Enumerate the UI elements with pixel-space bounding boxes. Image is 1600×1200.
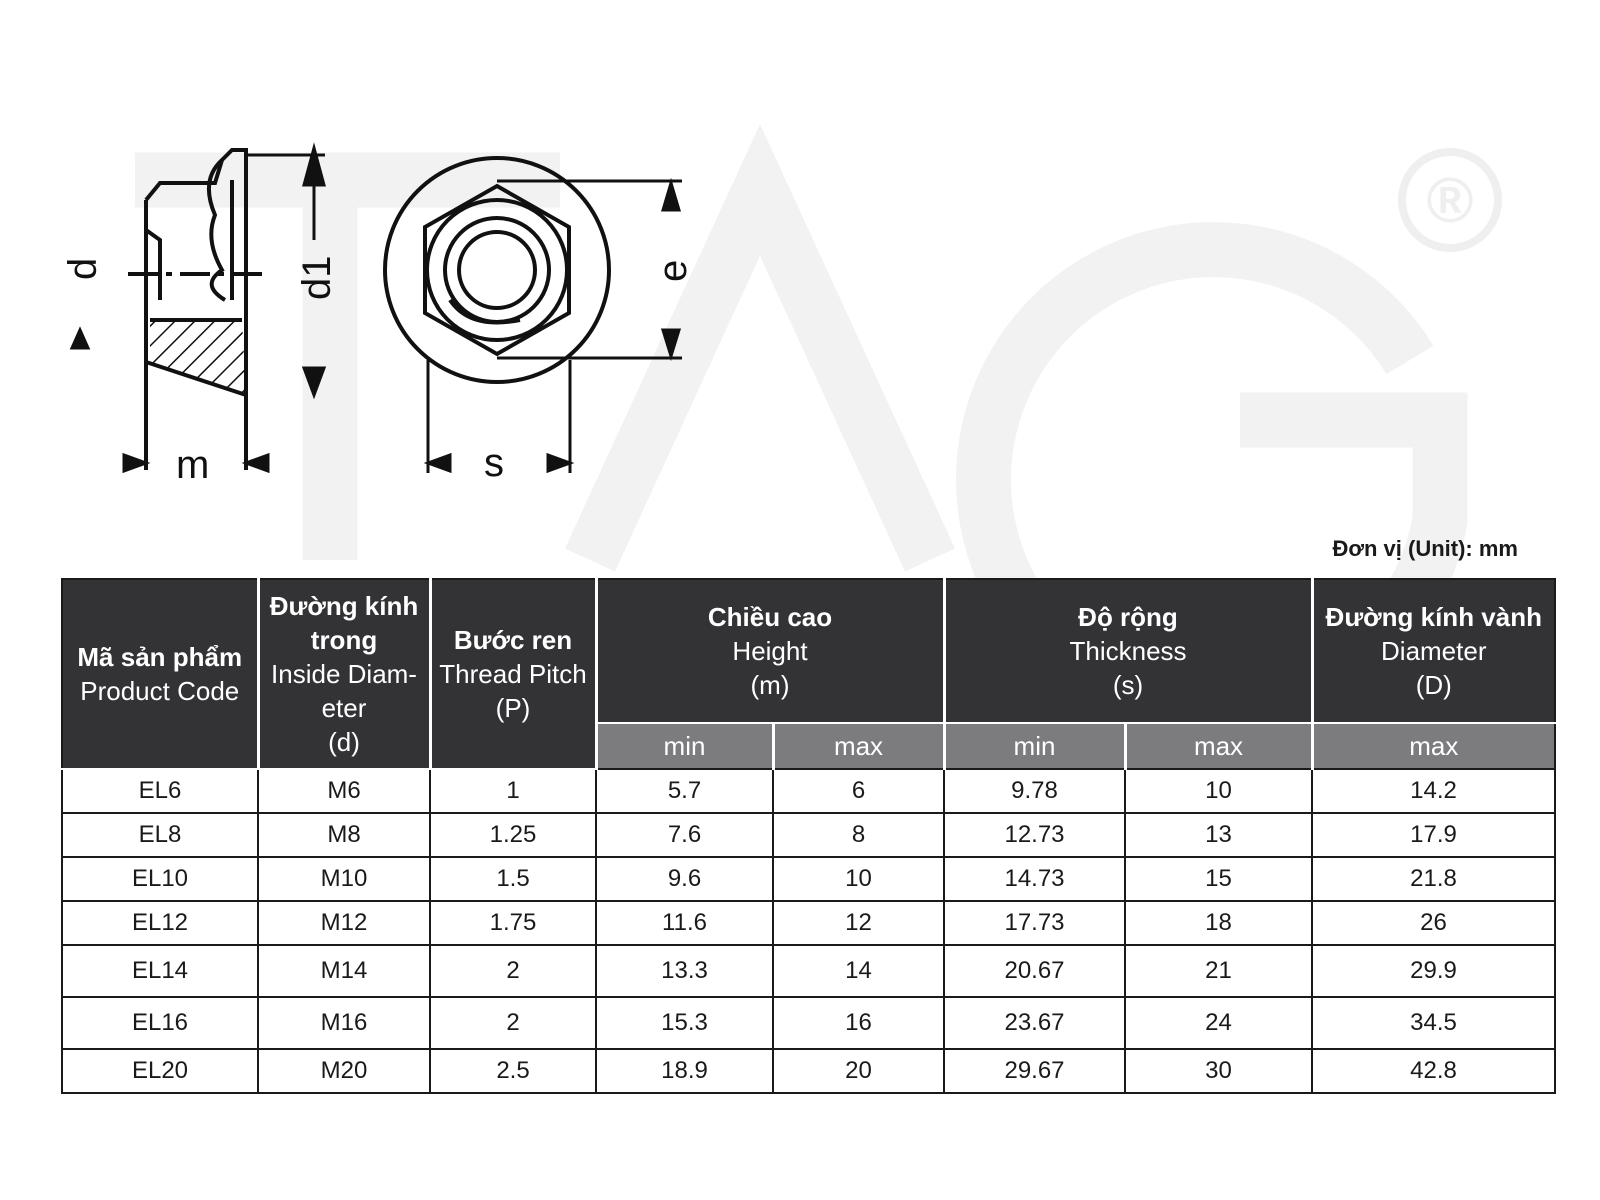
cell-height-min: 13.3	[596, 945, 773, 997]
header-product-code-en: Product Code	[80, 676, 240, 706]
subheader-height-min: min	[596, 723, 773, 769]
subheader-thickness-min: min	[944, 723, 1125, 769]
watermark-registered-mark: ®	[1426, 164, 1474, 236]
cell-thickness-max: 21	[1125, 945, 1312, 997]
header-thread-pitch-vi: Bước ren	[453, 625, 573, 655]
cell-height-max: 14	[773, 945, 944, 997]
header-thickness-en: Thickness	[1069, 636, 1187, 666]
cell-diameter-max: 34.5	[1312, 997, 1555, 1049]
cell-thickness-max: 30	[1125, 1049, 1312, 1093]
cell-inside-diameter: M10	[258, 857, 430, 901]
header-product-code-vi: Mã sản phẩm	[77, 642, 243, 672]
cell-thickness-max: 10	[1125, 769, 1312, 813]
cell-thread-pitch: 1	[430, 769, 596, 813]
cell-height-min: 7.6	[596, 813, 773, 857]
cell-thickness-min: 20.67	[944, 945, 1125, 997]
header-diameter-vi: Đường kính vành	[1325, 602, 1542, 632]
cell-thickness-max: 18	[1125, 901, 1312, 945]
top-view	[385, 158, 609, 382]
cell-diameter-max: 29.9	[1312, 945, 1555, 997]
cell-thickness-max: 24	[1125, 997, 1312, 1049]
cell-product-code: EL16	[62, 997, 258, 1049]
side-view	[128, 150, 262, 470]
cell-thread-pitch: 2	[430, 997, 596, 1049]
cell-inside-diameter: M14	[258, 945, 430, 997]
header-diameter	[1312, 579, 1555, 723]
cell-height-min: 15.3	[596, 997, 773, 1049]
subheader-thickness-max: max	[1125, 723, 1312, 769]
cell-thickness-max: 13	[1125, 813, 1312, 857]
cell-height-max: 20	[773, 1049, 944, 1093]
cell-inside-diameter: M20	[258, 1049, 430, 1093]
cell-inside-diameter: M8	[258, 813, 430, 857]
cell-height-min: 5.7	[596, 769, 773, 813]
cell-thickness-min: 14.73	[944, 857, 1125, 901]
cell-product-code: EL10	[62, 857, 258, 901]
side-view-hatched-section	[150, 320, 246, 395]
label-d: d	[61, 257, 105, 280]
cell-inside-diameter: M16	[258, 997, 430, 1049]
label-d1: d1	[295, 255, 339, 300]
table-row	[62, 813, 1555, 857]
cell-diameter-max: 17.9	[1312, 813, 1555, 857]
header-inside-diameter-vi: Đường kính trong	[269, 591, 419, 655]
header-thickness	[944, 579, 1312, 723]
specification-table	[61, 578, 1556, 1094]
header-thread-pitch	[430, 579, 596, 769]
header-diameter-symbol: (D)	[1415, 670, 1452, 700]
cell-thickness-min: 29.67	[944, 1049, 1125, 1093]
cell-thread-pitch: 1.25	[430, 813, 596, 857]
label-m: m	[176, 443, 210, 487]
header-height-en: Height	[732, 636, 808, 666]
cell-thickness-min: 12.73	[944, 813, 1125, 857]
cell-diameter-max: 26	[1312, 901, 1555, 945]
cell-product-code: EL20	[62, 1049, 258, 1093]
nut-technical-drawing	[0, 0, 1600, 560]
header-thickness-symbol: (s)	[1112, 670, 1144, 700]
cell-diameter-max: 42.8	[1312, 1049, 1555, 1093]
cell-diameter-max: 21.8	[1312, 857, 1555, 901]
cell-height-max: 12	[773, 901, 944, 945]
header-inside-diameter-symbol: (d)	[328, 727, 360, 757]
cell-diameter-max: 14.2	[1312, 769, 1555, 813]
side-view-dimensions	[72, 148, 325, 471]
header-thread-pitch-symbol: (P)	[495, 693, 531, 723]
top-view-dimensions	[428, 181, 682, 473]
subheader-diameter-max: max	[1312, 723, 1555, 769]
flange-circle	[385, 158, 609, 382]
cell-inside-diameter: M6	[258, 769, 430, 813]
table-row	[62, 901, 1555, 945]
cell-thickness-max: 15	[1125, 857, 1312, 901]
cell-height-max: 10	[773, 857, 944, 901]
header-diameter-en: Diameter	[1381, 636, 1487, 666]
header-inside-diameter-en: Inside Diam-eter	[271, 659, 417, 723]
cell-thread-pitch: 1.75	[430, 901, 596, 945]
cell-thread-pitch: 2	[430, 945, 596, 997]
cell-product-code: EL8	[62, 813, 258, 857]
table-row	[62, 1049, 1555, 1093]
label-s: s	[484, 441, 504, 485]
cell-thread-pitch: 2.5	[430, 1049, 596, 1093]
header-thickness-vi: Độ rộng	[1078, 602, 1178, 632]
header-height	[596, 579, 944, 723]
header-product-code	[62, 579, 258, 769]
cell-height-max: 6	[773, 769, 944, 813]
header-height-symbol: (m)	[750, 670, 790, 700]
cell-thread-pitch: 1.5	[430, 857, 596, 901]
label-e: e	[651, 259, 695, 282]
table-row	[62, 857, 1555, 901]
table-row	[62, 997, 1555, 1049]
header-height-vi: Chiều cao	[707, 602, 833, 632]
cell-thickness-min: 23.67	[944, 997, 1125, 1049]
cell-height-max: 16	[773, 997, 944, 1049]
cell-height-min: 11.6	[596, 901, 773, 945]
header-thread-pitch-en: Thread Pitch	[439, 659, 587, 689]
header-inside-diameter	[258, 579, 430, 769]
cell-thickness-min: 9.78	[944, 769, 1125, 813]
table-row	[62, 945, 1555, 997]
cell-height-max: 8	[773, 813, 944, 857]
cell-height-min: 9.6	[596, 857, 773, 901]
cell-height-min: 18.9	[596, 1049, 773, 1093]
cell-thickness-min: 17.73	[944, 901, 1125, 945]
cell-product-code: EL14	[62, 945, 258, 997]
unit-note: Đơn vị (Unit): mm	[1332, 536, 1518, 561]
cell-product-code: EL12	[62, 901, 258, 945]
cell-inside-diameter: M12	[258, 901, 430, 945]
table-row	[62, 769, 1555, 813]
subheader-height-max: max	[773, 723, 944, 769]
cell-product-code: EL6	[62, 769, 258, 813]
